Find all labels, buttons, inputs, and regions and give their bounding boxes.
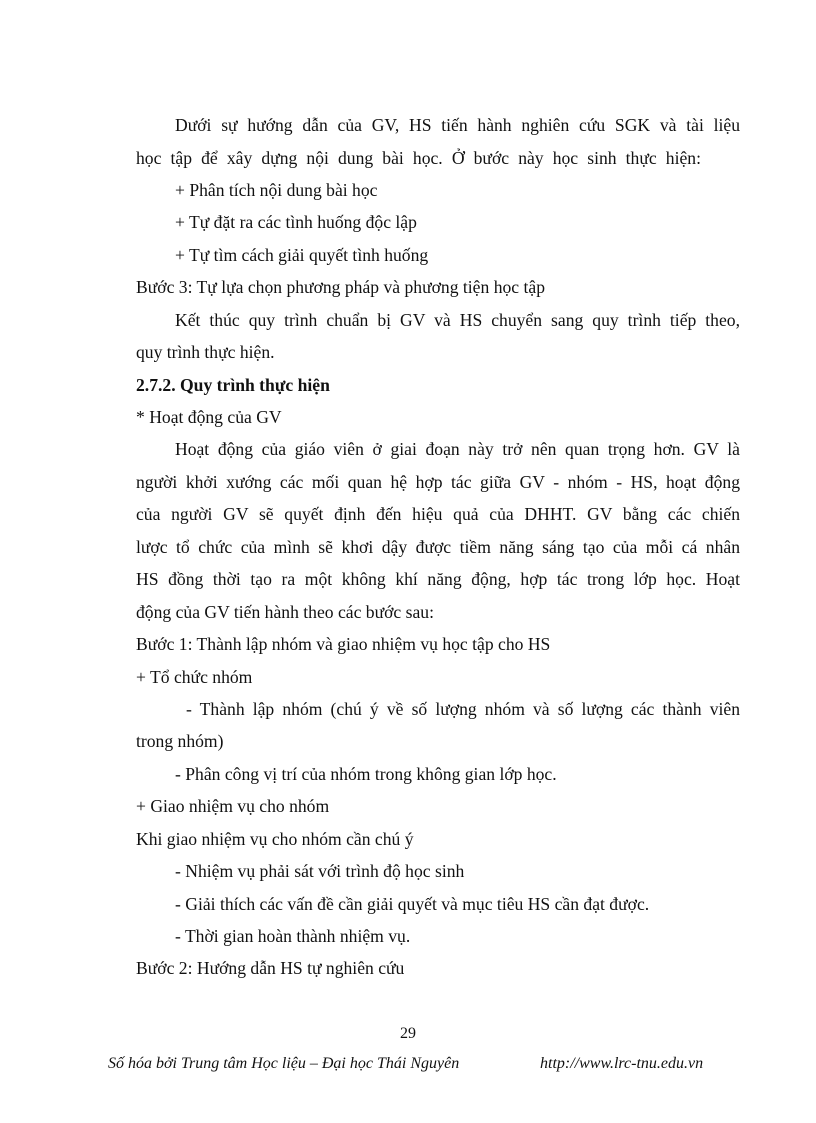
paragraph-line: Dưới sự hướng dẫn của GV, HS tiến hành nghiên cứu SGK và tài liệu bbox=[175, 115, 740, 135]
paragraph-line: học tập để xây dựng nội dung bài học. Ở bước này học sinh thực hiện: bbox=[136, 148, 701, 168]
step-heading: Bước 2: Hướng dẫn HS tự nghiên cứu bbox=[136, 958, 405, 978]
list-item: + Phân tích nội dung bài học bbox=[175, 180, 378, 200]
paragraph-line: lược tổ chức của mình sẽ khơi dậy được tiềm năng sáng tạo của mỗi cá nhân bbox=[136, 537, 740, 557]
paragraph-line: người khởi xướng các mối quan hệ hợp tác giữa GV - nhóm - HS, hoạt động bbox=[136, 472, 740, 492]
list-item: + Tự tìm cách giải quyết tình huống bbox=[175, 245, 429, 265]
paragraph-line: động của GV tiến hành theo các bước sau: bbox=[136, 602, 434, 622]
footer-source: Số hóa bởi Trung tâm Học liệu – Đại học Thái Nguyên bbox=[108, 1055, 460, 1072]
list-item: - Thời gian hoàn thành nhiệm vụ. bbox=[175, 926, 411, 946]
paragraph-line: Khi giao nhiệm vụ cho nhóm cần chú ý bbox=[136, 829, 414, 849]
list-item: + Tự đặt ra các tình huống độc lập bbox=[175, 212, 417, 232]
paragraph-line: HS đồng thời tạo ra một không khí năng động, hợp tác trong lớp học. Hoạt bbox=[136, 569, 740, 589]
paragraph-line: Hoạt động của giáo viên ở giai đoạn này trở nên quan trọng hơn. GV là bbox=[175, 439, 740, 459]
subsection-heading: * Hoạt động của GV bbox=[136, 407, 282, 427]
paragraph-line: trong nhóm) bbox=[136, 731, 224, 751]
list-item: + Giao nhiệm vụ cho nhóm bbox=[136, 796, 330, 816]
section-heading: 2.7.2. Quy trình thực hiện bbox=[136, 375, 330, 395]
list-item: - Nhiệm vụ phải sát với trình độ học sinh bbox=[175, 861, 465, 881]
list-item: + Tổ chức nhóm bbox=[136, 667, 253, 687]
step-heading: Bước 1: Thành lập nhóm và giao nhiệm vụ học tập cho HS bbox=[136, 634, 551, 654]
list-item: - Phân công vị trí của nhóm trong không gian lớp học. bbox=[175, 764, 557, 784]
page-number: 29 bbox=[400, 1025, 416, 1042]
list-item: - Thành lập nhóm (chú ý về số lượng nhóm và số lượng các thành viên bbox=[186, 699, 740, 719]
footer-url[interactable]: http://www.lrc-tnu.edu.vn bbox=[540, 1055, 704, 1072]
paragraph-line: Kết thúc quy trình chuẩn bị GV và HS chuyển sang quy trình tiếp theo, bbox=[175, 310, 740, 330]
paragraph-line: của người GV sẽ quyết định đến hiệu quả của DHHT. GV bằng các chiến bbox=[136, 504, 740, 524]
list-item: - Giải thích các vấn đề cần giải quyết và mục tiêu HS cần đạt được. bbox=[175, 894, 650, 914]
paragraph-line: quy trình thực hiện. bbox=[136, 342, 275, 362]
step-heading: Bước 3: Tự lựa chọn phương pháp và phương tiện học tập bbox=[136, 277, 545, 297]
